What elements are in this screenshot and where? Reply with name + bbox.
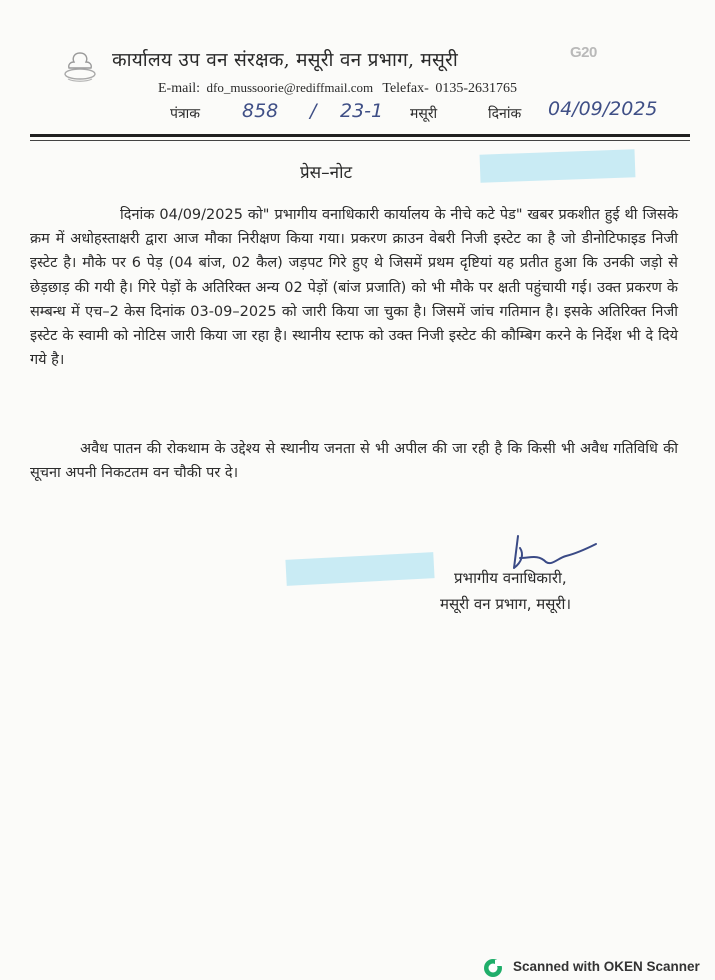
scanner-logo-icon <box>483 958 503 978</box>
ref-number: 858 <box>242 100 279 122</box>
email-label: E-mail: <box>158 81 200 96</box>
body-paragraph: दिनांक 04/09/2025 को" प्रभागीय वनाधिकारी कार्यालय के नीचे कटे पेड" खबर प्रकशीत हुई थी जिसके क्रम में अधोहस्ताक्षरी द्वारा आज मौका निरीक्षण किया गया। प्रकरण क्राउन वेबरी निजी इस्टेट का है जो डीनोटिफाइड निजी इस्टेट है। मौके पर 6 पेड़ (04 बांज, 02 कैल) जड़पट गिरे हुए थे जिसमें प्रथम दृष्टियां यह प्रतीत हुआ कि उनकी जड़ो से छेड़छाड़ की गयी है। गिरे पेड़ों के अतिरिक्त अन्य 02 पेड़ों (बांज प्रजाति) को भी मौके पर क्षती पहुंचायी गई। उक्त प्रकरण के सम्बन्ध में एच–2 केस दिनांक 03-09–2025 को जारी किया जा चुका है। जिसमें जांच गतिमान है। इसके अतिरिक्त निजी इस्टेट के स्वामी को नोटिस जारी किया जा रहा है। स्थानीय स्टाफ को उक्त निजी इस्टेट की कौम्बिग करने के निर्देश भी दे दिये गये है। <box>30 207 678 369</box>
telefax-label: Telefax- <box>382 81 429 96</box>
telefax-number: 0135-2631765 <box>435 81 517 96</box>
office-title: कार्यालय उप वन संरक्षक, मसूरी वन प्रभाग, मसूरी <box>112 49 458 71</box>
g20-logo: G20 <box>570 44 597 61</box>
scanner-text: Scanned with OKEN Scanner <box>513 959 700 974</box>
header-divider-thin <box>30 140 690 141</box>
header-divider-thick <box>30 134 690 137</box>
ref-place: मसूरी <box>410 107 438 122</box>
emblem-icon <box>60 50 100 84</box>
ref-separator: / <box>310 100 317 122</box>
letter-date: 04/09/2025 <box>548 98 658 120</box>
ref-label: पंत्राक <box>170 107 201 122</box>
appeal-paragraph: अवैध पातन की रोकथाम के उद्देश्य से स्थानीय जनता से भी अपील की जा रही है कि किसी भी अवैध गतिविधि की सूचना अपनी निकटतम वन चौकी पर दे। <box>30 441 678 482</box>
date-label: दिनांक <box>488 107 522 122</box>
press-note-heading: प्रेस–नोट <box>300 163 353 183</box>
highlight-mark <box>480 149 636 182</box>
highlight-mark <box>285 552 434 586</box>
signatory-department: मसूरी वन प्रभाग, मसूरी। <box>440 595 572 613</box>
contact-line <box>158 80 517 97</box>
reference-line <box>170 98 690 132</box>
email-address[interactable]: dfo_mussoorie@rediffmail.com <box>206 80 374 95</box>
signatory-title: प्रभागीय वनाधिकारी, <box>454 569 567 587</box>
ref-series: 23-1 <box>340 100 384 122</box>
